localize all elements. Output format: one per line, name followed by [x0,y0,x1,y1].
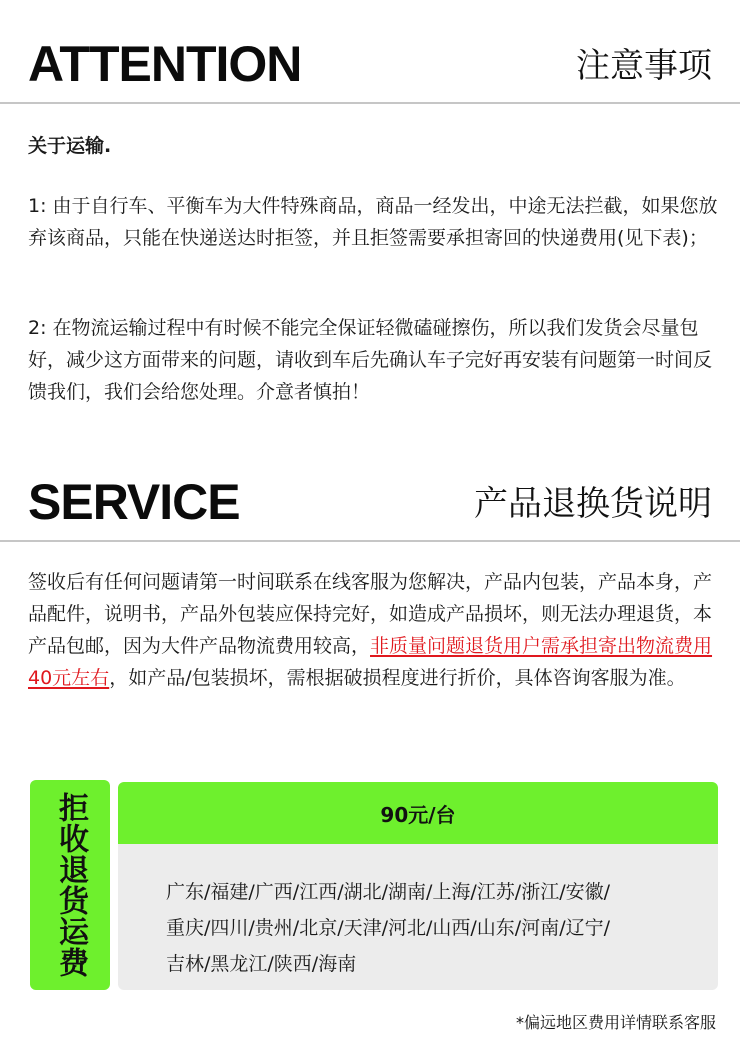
price-header: 90元/台 [118,782,718,844]
attention-header [28,36,718,106]
regions-line: 重庆/四川/贵州/北京/天津/河北/山西/山东/河南/辽宁/ [166,917,611,939]
footnote: *偏远地区费用详情联系客服 [515,1013,716,1032]
attention-title-en: ATTENTION [28,36,302,92]
service-description [28,566,720,694]
service-text-before: 签收后有任何问题请第一时间联系在线客服为您解决，产品内包装，产品本身，产品配件，说明书，产品外包装应保持完好，如造成产品损坏，则无法办理退货，本产品包邮，因为大件产品物流费用较高， [28,571,713,657]
service-title-cn: 产品退换货说明 [474,484,712,524]
attention-item-1: 1: 由于自行车、平衡车为大件特殊商品，商品一经发出，中途无法拦截，如果您放弃该商品，只能在快递送达时拒签，并且拒签需要承担寄回的快递费用(见下表)； [28,195,718,249]
service-header [28,474,718,544]
attention-title-cn: 注意事项 [576,46,712,86]
regions-list [166,874,706,982]
service-text-after: ，如产品/包装损坏，需根据破损程度进行折价，具体咨询客服为准。 [109,667,686,689]
regions-panel [118,844,718,990]
regions-line: 吉林/黑龙江/陕西/海南 [166,953,357,975]
service-text-highlight: 非质量问题退货用户需承担寄出物流费用40元左右 [28,635,713,689]
refusal-fee-label [30,780,110,990]
service-title-en: SERVICE [28,474,240,530]
refusal-fee-label-text: 拒收退货运费 [53,792,88,978]
attention-subtitle: 关于运输. [28,135,112,157]
attention-divider [0,102,740,104]
attention-item-2: 2: 在物流运输过程中有时候不能完全保证轻微磕碰擦伤，所以我们发货会尽量包好，减少这方面带来的问题，请收到车后先确认车子完好再安装有问题第一时间反馈我们，我们会给您处理。介意者慎拍！ [28,317,713,403]
regions-line: 广东/福建/广西/江西/湖北/湖南/上海/江苏/浙江/安徽/ [166,881,611,903]
service-divider [0,540,740,542]
